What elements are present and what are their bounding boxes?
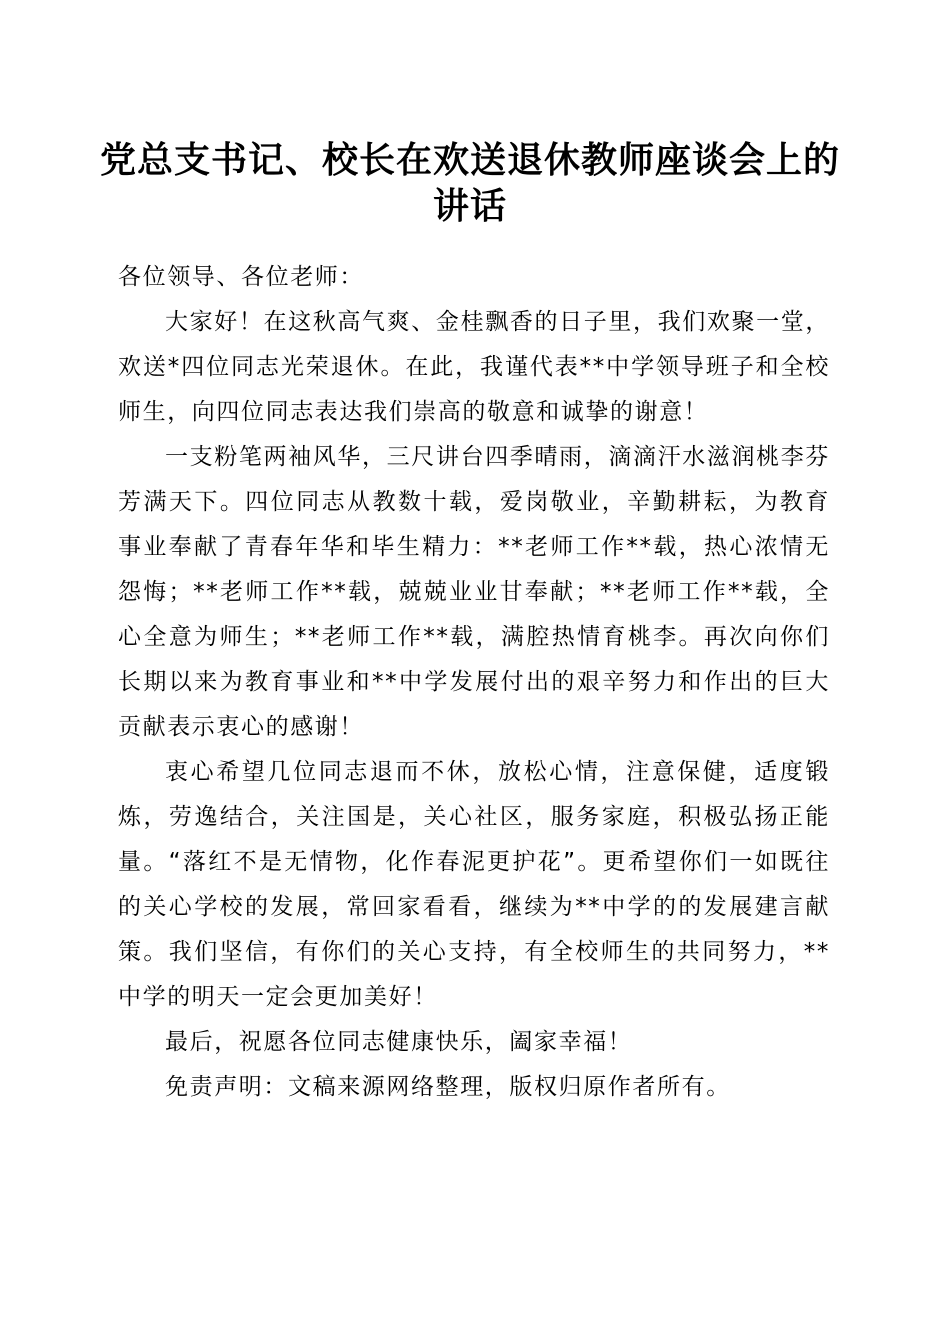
document-title-line-1: 党总支书记、校长在欢送退休教师座谈会上的 <box>100 139 841 181</box>
paragraph-closing: 最后，祝愿各位同志健康快乐，阖家幸福！ <box>165 1029 633 1055</box>
document-body <box>118 255 830 1110</box>
paragraph-wishes: 衷心希望几位同志退而不休，放松心情，注意保健，适度锻炼，劳逸结合，关注国是，关心社区，服务家庭，积极弘扬正能量。“落红不是无情物，化作春泥更护花”。更希望你们一如既往的关心学校的发展，常回家看看，继续为**中学的的发展建言献策。我们坚信，有你们的关心支持，有全校师生的共同努力，**中学的明天一定会更加美好！ <box>118 759 830 1010</box>
document-title-line-2: 讲话 <box>432 185 507 227</box>
paragraph-disclaimer: 免责声明：文稿来源网络整理，版权归原作者所有。 <box>165 1074 731 1100</box>
paragraph-greeting: 大家好！在这秋高气爽、金桂飘香的日子里，我们欢聚一堂，欢送*四位同志光荣退休。在此，我谨代表**中学领导班子和全校师生，向四位同志表达我们崇高的敬意和诚挚的谢意！ <box>118 309 830 425</box>
paragraph-tribute: 一支粉笔两袖风华，三尺讲台四季晴雨，滴滴汗水滋润桃李芬芳满天下。四位同志从教数十载，爱岗敬业，辛勤耕耘，为教育事业奉献了青春年华和毕生精力：**老师工作**载，热心浓情无怨悔；**老师工作**载，兢兢业业甘奉献；**老师工作**载，全心全意为师生；**老师工作**载，满腔热情育桃李。再次向你们长期以来为教育事业和**中学发展付出的艰辛努力和作出的巨大贡献表示衷心的感谢！ <box>118 444 830 740</box>
salutation: 各位领导、各位老师： <box>118 264 364 290</box>
